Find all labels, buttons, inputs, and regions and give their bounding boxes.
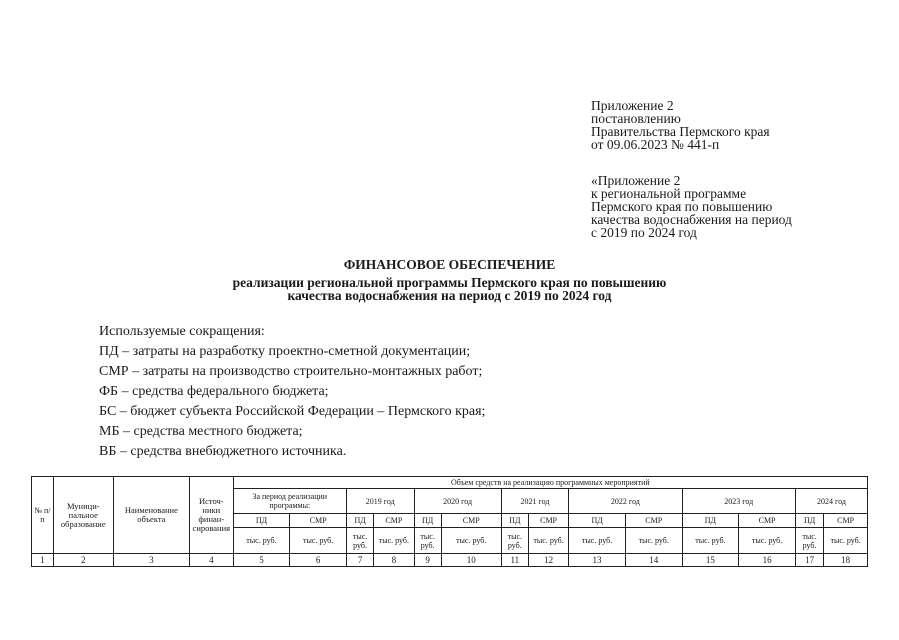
header-year-2022: 2022 год <box>569 489 682 514</box>
appendix-line: постановлению <box>591 111 681 126</box>
appendix-line: Приложение 2 <box>591 98 674 113</box>
header-unit: тыс. руб. <box>441 528 501 554</box>
column-number-cell: 16 <box>739 554 796 567</box>
header-unit: тыс. руб. <box>501 528 528 554</box>
header-number: № п/п <box>32 477 54 554</box>
header-unit: тыс. руб. <box>414 528 441 554</box>
column-number-cell: 14 <box>625 554 682 567</box>
header-pd: ПД <box>501 514 528 528</box>
appendix-line: Пермского края по повышению <box>591 199 773 214</box>
appendix-line: Правительства Пермского края <box>591 124 770 139</box>
column-number-cell: 8 <box>374 554 414 567</box>
header-year-2021: 2021 год <box>501 489 569 514</box>
appendix-resolution-note <box>591 99 770 151</box>
header-smr: СМР <box>528 514 568 528</box>
header-pd: ПД <box>682 514 739 528</box>
header-municipality: Муници-пальное образование <box>53 477 113 554</box>
column-number-cell: 5 <box>233 554 290 567</box>
column-number-cell: 17 <box>795 554 823 567</box>
abbreviation-item: ФБ – средства федерального бюджета; <box>99 384 329 399</box>
appendix-line: качества водоснабжения на период <box>591 212 792 227</box>
header-unit: тыс. руб. <box>682 528 739 554</box>
header-unit: тыс. руб. <box>528 528 568 554</box>
header-unit: тыс. руб. <box>374 528 414 554</box>
column-number-cell: 2 <box>53 554 113 567</box>
header-pd: ПД <box>233 514 290 528</box>
column-number-cell: 12 <box>528 554 568 567</box>
appendix-line: «Приложение 2 <box>591 173 681 188</box>
abbreviation-item: ВБ – средства внебюджетного источника. <box>99 444 347 459</box>
financing-table <box>31 476 868 567</box>
header-unit: тыс. руб. <box>625 528 682 554</box>
header-unit: тыс. руб. <box>346 528 373 554</box>
header-unit: тыс. руб. <box>795 528 823 554</box>
header-unit: тыс. руб. <box>739 528 796 554</box>
header-smr: СМР <box>290 514 347 528</box>
header-unit: тыс. руб. <box>824 528 868 554</box>
column-number-cell: 3 <box>113 554 189 567</box>
header-year-2019: 2019 год <box>346 489 414 514</box>
header-smr: СМР <box>441 514 501 528</box>
column-number-cell: 15 <box>682 554 739 567</box>
document-subtitle <box>0 276 899 302</box>
abbreviation-item: ПД – затраты на разработку проектно-сметной документации; <box>99 344 471 359</box>
abbreviations-list <box>99 322 485 462</box>
header-smr: СМР <box>739 514 796 528</box>
column-number-cell: 7 <box>346 554 373 567</box>
subtitle-line: качества водоснабжения на период с 2019 по 2024 год <box>287 288 612 303</box>
header-pd: ПД <box>795 514 823 528</box>
column-number-cell: 18 <box>824 554 868 567</box>
header-pd: ПД <box>346 514 373 528</box>
header-period-total: За период реализации программы: <box>233 489 346 514</box>
header-pd: ПД <box>569 514 626 528</box>
header-year-2020: 2020 год <box>414 489 501 514</box>
column-number-cell: 11 <box>501 554 528 567</box>
header-unit: тыс. руб. <box>569 528 626 554</box>
appendix-program-note <box>591 174 792 239</box>
abbreviations-heading: Используемые сокращения: <box>99 324 265 339</box>
abbreviation-item: БС – бюджет субъекта Российской Федерации – Пермского края; <box>99 404 486 419</box>
column-number-cell: 13 <box>569 554 626 567</box>
subtitle-line: реализации региональной программы Пермского края по повышению <box>232 275 667 290</box>
document-title: ФИНАНСОВОЕ ОБЕСПЕЧЕНИЕ <box>343 257 556 272</box>
abbreviation-item: МБ – средства местного бюджета; <box>99 424 303 439</box>
column-number-cell: 9 <box>414 554 441 567</box>
abbreviation-item: СМР – затраты на производство строительно-монтажных работ; <box>99 364 483 379</box>
column-number-cell: 4 <box>190 554 234 567</box>
header-smr: СМР <box>824 514 868 528</box>
header-smr: СМР <box>374 514 414 528</box>
header-unit: тыс. руб. <box>233 528 290 554</box>
header-financing-source: Источ-ники финан-сирования <box>190 477 234 554</box>
header-year-2024: 2024 год <box>795 489 867 514</box>
appendix-line: к региональной программе <box>591 186 747 201</box>
column-number-cell: 6 <box>290 554 347 567</box>
header-volume: Объем средств на реализацию программных мероприятий <box>233 477 867 489</box>
header-year-2023: 2023 год <box>682 489 795 514</box>
header-smr: СМР <box>625 514 682 528</box>
header-pd: ПД <box>414 514 441 528</box>
appendix-line: от 09.06.2023 № 441-п <box>591 137 720 152</box>
header-unit: тыс. руб. <box>290 528 347 554</box>
appendix-line: с 2019 по 2024 год <box>591 225 697 240</box>
column-number-cell: 10 <box>441 554 501 567</box>
header-object-name: Наименование объекта <box>113 477 189 554</box>
column-number-cell: 1 <box>32 554 54 567</box>
